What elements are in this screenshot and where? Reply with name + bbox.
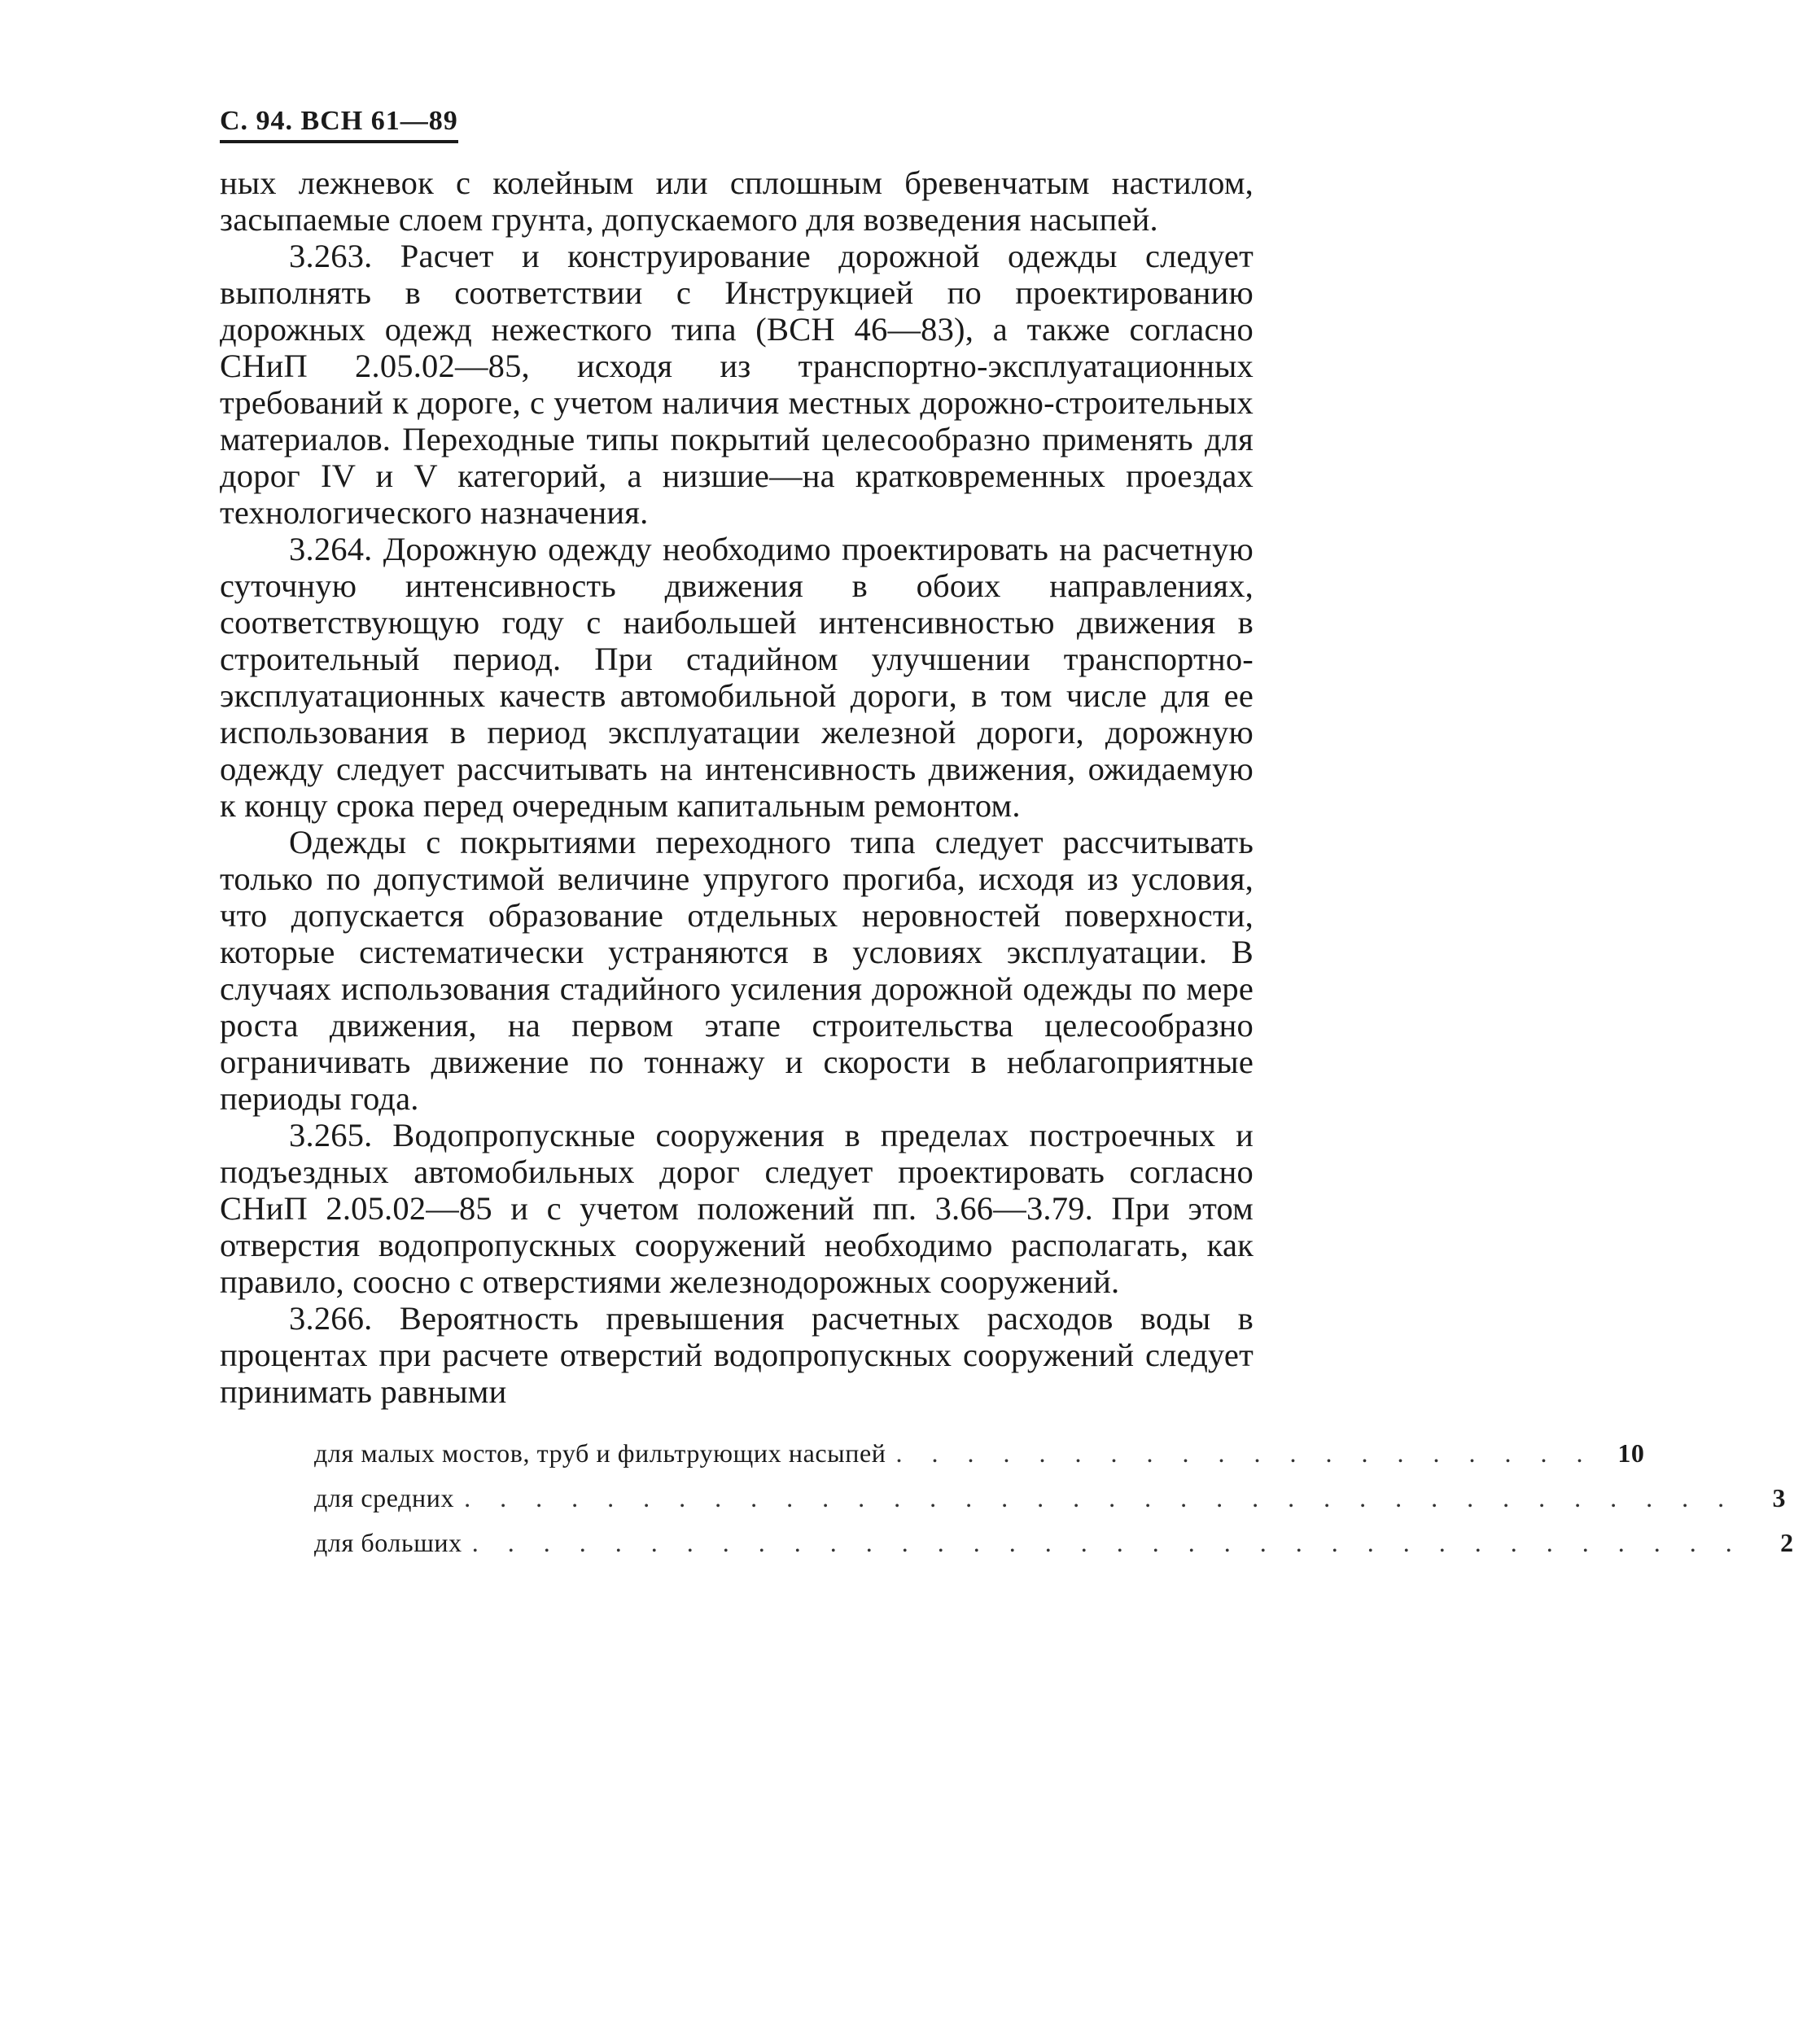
- page-header: С. 94. ВСН 61—89: [220, 106, 458, 143]
- body-text: [220, 164, 1254, 1410]
- list-item: [314, 1431, 1645, 1476]
- leader-dots: . . . . . . . . . . . . . . . . . . . .: [895, 1438, 1595, 1468]
- list-item-value: 3: [1772, 1483, 1787, 1512]
- list-item-value: 2: [1780, 1528, 1794, 1557]
- paragraph-3-266: 3.266. Вероятность превышения расчетных расходов воды в процентах при расчете отверстий водопропускных сооружений следует принимать равными: [220, 1300, 1254, 1410]
- list-item-label: для больших: [314, 1528, 462, 1557]
- leader-dots: . . . . . . . . . . . . . . . . . . . . . . . . . . . . . . . . . . . .: [464, 1483, 1736, 1512]
- list-item-value: 10: [1617, 1438, 1645, 1468]
- list-item-label: для средних: [314, 1483, 455, 1512]
- list-item: [314, 1476, 1787, 1521]
- paragraph-3-263: 3.263. Расчет и конструирование дорожной одежды следует выполнять в соответствии с Инструкцией по проектированию дорожных одежд нежесткого типа (ВСН 46—83), а также согласно СНиП 2.05.02—85, исходя из транспортно-эксплуатационных требований к дороге, с учетом наличия местных дорожно-строительных материалов. Переходные типы покрытий целесообразно применять для дорог IV и V категорий, а низшие—на кратковременных проездах технологического назначения.: [220, 238, 1254, 531]
- probability-list: [314, 1431, 1794, 1565]
- paragraph-continuation: ных лежневок с колейным или сплошным бревенчатым настилом, засыпаемые слоем грунта, допускаемого для возведения насыпей.: [220, 164, 1254, 238]
- list-item: [314, 1521, 1794, 1565]
- document-page: [220, 106, 1794, 1565]
- paragraph-transitional-pavements: Одежды с покрытиями переходного типа следует рассчитывать только по допустимой величине упругого прогиба, исходя из условия, что допускается образование отдельных неровностей поверхности, которые систематически устраняются в условиях эксплуатации. В случаях использования стадийного усиления дорожной одежды по мере роста движения, на первом этапе строительства целесообразно ограничивать движение по тоннажу и скорости в неблагоприятные периоды года.: [220, 824, 1254, 1117]
- paragraph-3-265: 3.265. Водопропускные сооружения в пределах построечных и подъездных автомобильных дорог следует проектировать согласно СНиП 2.05.02—85 и с учетом положений пп. 3.66—3.79. При этом отверстия водопропускных сооружений необходимо располагать, как правило, соосно с отверстиями железнодорожных сооружений.: [220, 1117, 1254, 1300]
- leader-dots: . . . . . . . . . . . . . . . . . . . . . . . . . . . . . . . . . . . .: [471, 1528, 1744, 1557]
- list-item-label: для малых мостов, труб и фильтрующих насыпей: [314, 1438, 886, 1468]
- paragraph-3-264: 3.264. Дорожную одежду необходимо проектировать на расчетную суточную интенсивность движения в обоих направлениях, соответствующую году с наибольшей интенсивностью движения в строительный период. При стадийном улучшении транспортно-эксплуатационных качеств автомобильной дороги, в том числе для ее использования в период эксплуатации железной дороги, дорожную одежду следует рассчитывать на интенсивность движения, ожидаемую к концу срока перед очередным капитальным ремонтом.: [220, 531, 1254, 824]
